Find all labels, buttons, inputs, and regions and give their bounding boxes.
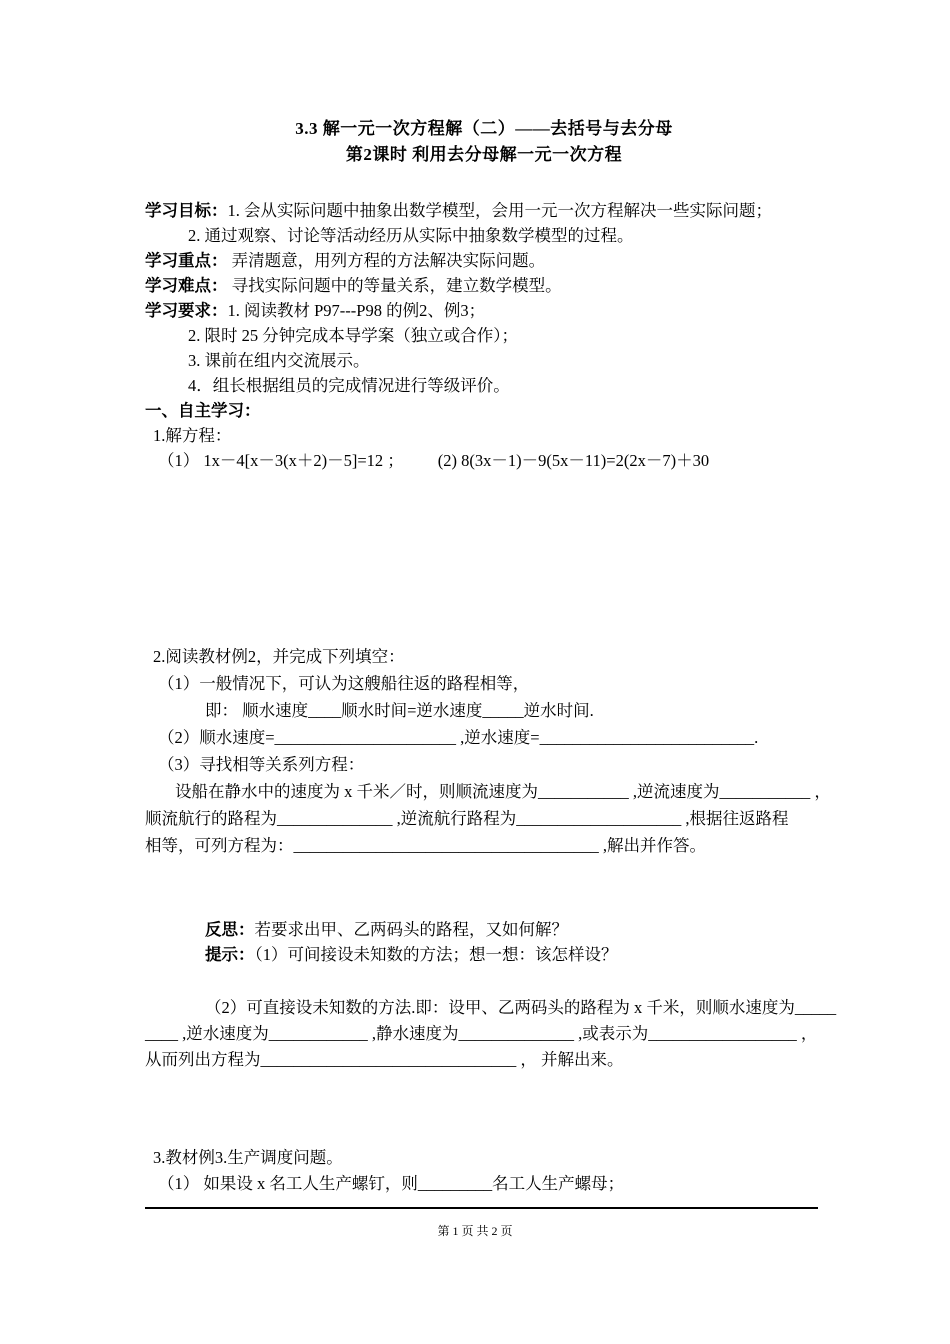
fill-intro: 2.阅读教材例2，并完成下列填空： (153, 647, 405, 666)
hint-label: 提示： (205, 945, 255, 964)
equation-2: (2) 8(3x－1)－9(5x－11)=2(2x－7)＋30 (437, 451, 710, 470)
section-reflection (145, 917, 823, 967)
equation-1: （1） 1x－4[x－3(x＋2)－5]=12 ； (158, 451, 404, 470)
page-divider-line (145, 1207, 818, 1209)
focus-line (145, 248, 823, 273)
objectives-label: 学习目标： (145, 201, 228, 220)
doc-title-line1: 3.3 解一元一次方程解（二）——去括号与去分母 (295, 119, 673, 138)
direct-text-3: 从而列出方程为_______________________________ ， 并解出来。 (145, 1050, 624, 1069)
fill-intro-line (145, 643, 823, 670)
fill-q3-line1 (145, 778, 831, 805)
objectives-item-2: 2. 通过观察、讨论等活动经历从实际中抽象数学模型的过程。 (188, 226, 634, 245)
fill-q3-text1: 设船在静水中的速度为 x 千米／时，则顺流速度为___________ ,逆流速度为___________ ， (175, 782, 831, 801)
solve-label: 1.解方程： (153, 426, 232, 445)
fill-q3-text2: 顺流航行的路程为______________ ,逆流航行路程为____________________ ,根据往返路程 (145, 809, 789, 828)
fill-q1-text1: （1）一般情况下，可认为这艘船往返的路程相等， (158, 674, 530, 693)
fill-q1-text2: 即： 顺水速度____顺水时间=逆水速度_____逆水时间. (205, 701, 594, 720)
requirements-item-1: 1. 阅读教材 P97---P98 的例2、例3； (227, 301, 486, 320)
example3-intro: 3.教材例3.生产调度问题。 (153, 1148, 343, 1167)
difficulty-line (145, 273, 823, 298)
section1-heading: 一、自主学习： (145, 401, 261, 420)
reflection-label: 反思： (205, 920, 255, 939)
fill-q1-line2 (145, 697, 823, 724)
example3-q1-line (145, 1171, 823, 1197)
requirements-label: 学习要求： (145, 301, 228, 320)
direct-line-2 (145, 1021, 823, 1047)
fill-q2-line (145, 724, 823, 751)
doc-title-line2: 第2课时 利用去分母解一元一次方程 (345, 145, 623, 164)
page-footer: 第 1 页 共 2 页 (437, 1224, 513, 1238)
requirements-line-4 (145, 373, 823, 398)
direct-line-3 (145, 1047, 823, 1073)
requirements-line-2 (145, 323, 823, 348)
objectives-item-1: 1. 会从实际问题中抽象出数学模型，会用一元一次方程解决一些实际问题； (227, 201, 772, 220)
difficulty-text: 寻找实际问题中的等量关系，建立数学模型。 (227, 276, 562, 295)
objectives-line-1 (145, 198, 823, 223)
focus-label: 学习重点： (145, 251, 228, 270)
solve-equations-line (145, 448, 823, 473)
fill-q3-intro-line (145, 751, 823, 778)
requirements-item-3: 3. 课前在组内交流展示。 (188, 351, 370, 370)
fill-q3-line2 (145, 805, 823, 832)
direct-text-1: （2）可直接设未知数的方法.即：设甲、乙两码头的路程为 x 千米，则顺水速度为_____ (205, 998, 837, 1017)
solve-label-line (145, 423, 823, 448)
requirements-item-4: 4．组长根据组员的完成情况进行等级评价。 (188, 376, 510, 395)
fill-q3-line3 (145, 832, 823, 859)
direct-text-2: ____ ,逆水速度为____________ ,静水速度为______________ ,或表示为__________________ ， (145, 1024, 818, 1043)
section-direct-method (145, 995, 837, 1073)
fill-q2-text: （2）顺水速度=______________________ ,逆水速度=__________________________. (158, 728, 759, 747)
hint-line (145, 942, 823, 967)
example3-intro-line (145, 1145, 823, 1171)
section-fill-in (145, 643, 831, 859)
fill-q3-text3: 相等，可列方程为：_____________________________________ ,解出并作答。 (145, 836, 706, 855)
objectives-line-2 (145, 223, 823, 248)
page-content (145, 116, 837, 1209)
section-top (145, 116, 823, 473)
example3-q1: （1） 如果设 x 名工人生产螺钉，则_________名工人生产螺母； (158, 1174, 625, 1193)
section-example3 (145, 1145, 823, 1197)
requirements-line-1 (145, 298, 823, 323)
fill-q1-line1 (145, 670, 823, 697)
fill-q3-intro: （3）寻找相等关系列方程： (158, 755, 365, 774)
difficulty-label: 学习难点： (145, 276, 228, 295)
focus-text: 弄清题意，用列方程的方法解决实际问题。 (227, 251, 546, 270)
hint-text: （1）可间接设未知数的方法；想一想：该怎样设？ (254, 945, 618, 964)
requirements-item-2: 2. 限时 25 分钟完成本导学案（独立或合作）； (188, 326, 518, 345)
direct-line-1 (145, 995, 837, 1021)
requirements-line-3 (145, 348, 823, 373)
reflection-line (145, 917, 823, 942)
reflection-text: 若要求出甲、乙两码头的路程，又如何解？ (254, 920, 568, 939)
